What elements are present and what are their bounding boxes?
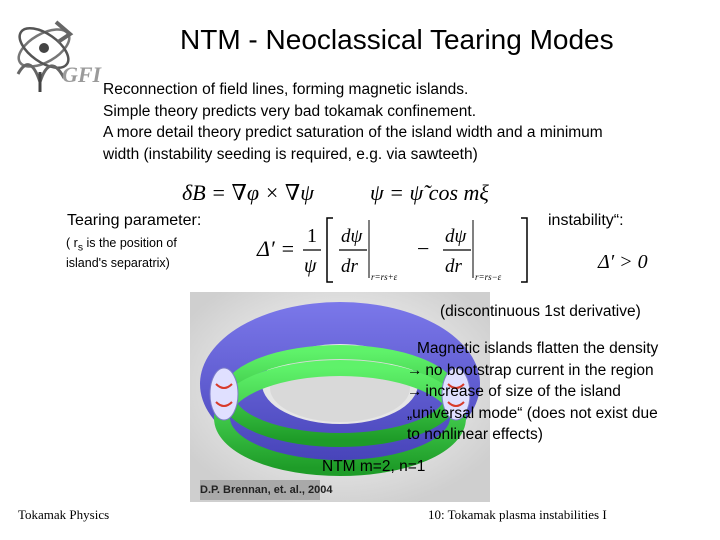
delta-b-equation: δB = ∇φ × ∇ψ (182, 180, 314, 205)
svg-text:−: − (417, 236, 430, 261)
figure-caption: NTM m=2, n=1 (322, 458, 426, 475)
svg-text:GFI: GFI (62, 62, 102, 87)
tearing-note-line2: island's separatrix) (66, 255, 170, 270)
islands-line-3-text: increase of size of the island (425, 383, 621, 400)
psi-equation: ψ = ψ̃ cos mξ (370, 180, 489, 205)
arrow-icon: → (407, 361, 423, 379)
tearing-note-rest: is the position of (83, 236, 177, 250)
svg-text:Δ′ > 0: Δ′ > 0 (598, 251, 648, 273)
tearing-note (66, 236, 177, 271)
institute-logo (10, 12, 102, 94)
islands-line-1: Magnetic islands flatten the density (417, 340, 659, 357)
intro-line-2: Simple theory predicts very bad tokamak confinement. (103, 102, 477, 120)
svg-text:ψ: ψ (304, 255, 317, 277)
islands-line-3 (407, 381, 658, 403)
instability-label: instability“: (548, 212, 624, 229)
slide-title: NTM - Neoclassical Tearing Modes (180, 24, 614, 55)
field-equation (180, 172, 520, 212)
intro-line-4: width (instability seeding is required, e.g. via sawteeth) (103, 145, 478, 163)
islands-explanation (407, 338, 658, 446)
svg-text:dr: dr (445, 256, 462, 277)
svg-text:r=rs−ε: r=rs−ε (475, 272, 502, 282)
arrow-icon: → (407, 383, 423, 400)
intro-line-1: Reconnection of field lines, forming magnetic islands. (103, 81, 469, 98)
figure-credit: D.P. Brennan, et. al., 2004 (200, 484, 333, 496)
islands-line-5: to nonlinear effects) (407, 426, 543, 443)
instability-condition (596, 246, 666, 276)
instability-condition-graphic (596, 246, 666, 276)
field-equation-graphic (180, 172, 520, 212)
tearing-note-open: ( r (66, 236, 78, 250)
islands-line-2 (407, 360, 658, 382)
islands-line-2-text: no bootstrap current in the region (425, 361, 654, 379)
logo-graphic (10, 12, 102, 94)
discontinuous-note: (discontinuous 1st derivative) (440, 303, 641, 320)
svg-text:dψ: dψ (445, 226, 467, 247)
svg-text:Δ′ =: Δ′ = (257, 236, 296, 261)
svg-text:1: 1 (307, 225, 317, 247)
svg-text:dψ: dψ (341, 226, 363, 247)
intro-line-3: A more detail theory predict saturation of the island width and a minimum (103, 124, 603, 141)
footer-course: Tokamak Physics (18, 507, 110, 522)
tearing-note-sub: s (77, 242, 84, 254)
svg-text:r=rs+ε: r=rs+ε (371, 272, 398, 282)
delta-prime-graphic (255, 212, 535, 288)
tearing-parameter-label: Tearing parameter: (67, 212, 202, 229)
footer-lecture: 10: Tokamak plasma instabilities I (428, 507, 607, 522)
islands-line-4: „universal mode“ (does not exist due (407, 404, 658, 422)
svg-text:dr: dr (341, 256, 358, 277)
delta-prime-equation (255, 212, 535, 288)
intro-text (103, 79, 703, 165)
